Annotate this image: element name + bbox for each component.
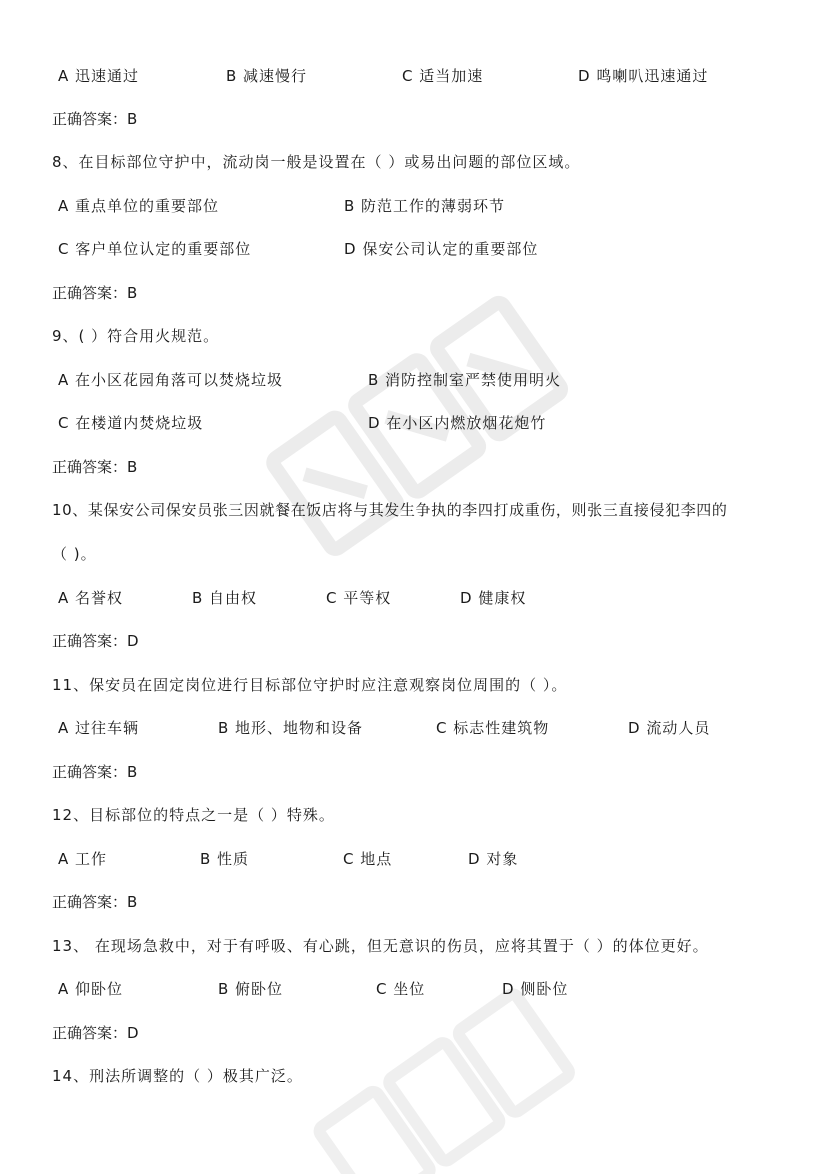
option-d: D 在小区内燃放烟花炮竹 bbox=[368, 414, 547, 432]
question-text-continued: （ )。 bbox=[52, 545, 97, 563]
option-b: B 减速慢行 bbox=[226, 67, 308, 85]
answer-line: 正确答案：B bbox=[52, 110, 138, 128]
option-a: A 在小区花园角落可以焚烧垃圾 bbox=[58, 371, 284, 389]
option-c: C 坐位 bbox=[376, 980, 426, 998]
option-b: B 消防控制室严禁使用明火 bbox=[368, 371, 562, 389]
option-b: B 俯卧位 bbox=[218, 980, 284, 998]
option-a: A 名誉权 bbox=[58, 589, 124, 607]
option-c: C 地点 bbox=[343, 850, 393, 868]
question-text: 10、某保安公司保安员张三因就餐在饭店将与其发生争执的李四打成重伤，则张三直接侵犯李四的 bbox=[52, 501, 728, 519]
answer-line: 正确答案：D bbox=[52, 632, 139, 650]
option-b: B 性质 bbox=[200, 850, 250, 868]
answer-line: 正确答案：B bbox=[52, 763, 138, 781]
option-c: C 客户单位认定的重要部位 bbox=[58, 240, 252, 258]
option-d: D 鸣喇叭迅速通过 bbox=[578, 67, 709, 85]
option-a: A 重点单位的重要部位 bbox=[58, 197, 220, 215]
option-a: A 过往车辆 bbox=[58, 719, 140, 737]
option-a: A 工作 bbox=[58, 850, 108, 868]
option-d: D 流动人员 bbox=[628, 719, 711, 737]
question-text: 8、在目标部位守护中，流动岗一般是设置在（ ）或易出问题的部位区域。 bbox=[52, 153, 581, 171]
option-c: C 在楼道内焚烧垃圾 bbox=[58, 414, 204, 432]
option-b: B 地形、地物和设备 bbox=[218, 719, 364, 737]
option-b: B 防范工作的薄弱环节 bbox=[344, 197, 506, 215]
option-d: D 保安公司认定的重要部位 bbox=[344, 240, 539, 258]
option-c: C 适当加速 bbox=[402, 67, 484, 85]
option-a: A 仰卧位 bbox=[58, 980, 124, 998]
answer-line: 正确答案：B bbox=[52, 284, 138, 302]
question-text: 11、保安员在固定岗位进行目标部位守护时应注意观察岗位周围的（ ）。 bbox=[52, 676, 568, 694]
question-text: 13、 在现场急救中，对于有呼吸、有心跳，但无意识的伤员，应将其置于（ ）的体位更好。 bbox=[52, 937, 709, 955]
option-a: A 迅速通过 bbox=[58, 67, 140, 85]
option-c: C 平等权 bbox=[326, 589, 392, 607]
option-d: D 侧卧位 bbox=[502, 980, 569, 998]
option-d: D 对象 bbox=[468, 850, 519, 868]
option-d: D 健康权 bbox=[460, 589, 527, 607]
answer-line: 正确答案：B bbox=[52, 893, 138, 911]
option-c: C 标志性建筑物 bbox=[436, 719, 550, 737]
question-text: 9、( ）符合用火规范。 bbox=[52, 327, 220, 345]
question-text: 14、刑法所调整的（ ）极其广泛。 bbox=[52, 1067, 303, 1085]
answer-line: 正确答案：B bbox=[52, 458, 138, 476]
answer-line: 正确答案：D bbox=[52, 1024, 139, 1042]
question-text: 12、目标部位的特点之一是（ ）特殊。 bbox=[52, 806, 335, 824]
option-b: B 自由权 bbox=[192, 589, 258, 607]
